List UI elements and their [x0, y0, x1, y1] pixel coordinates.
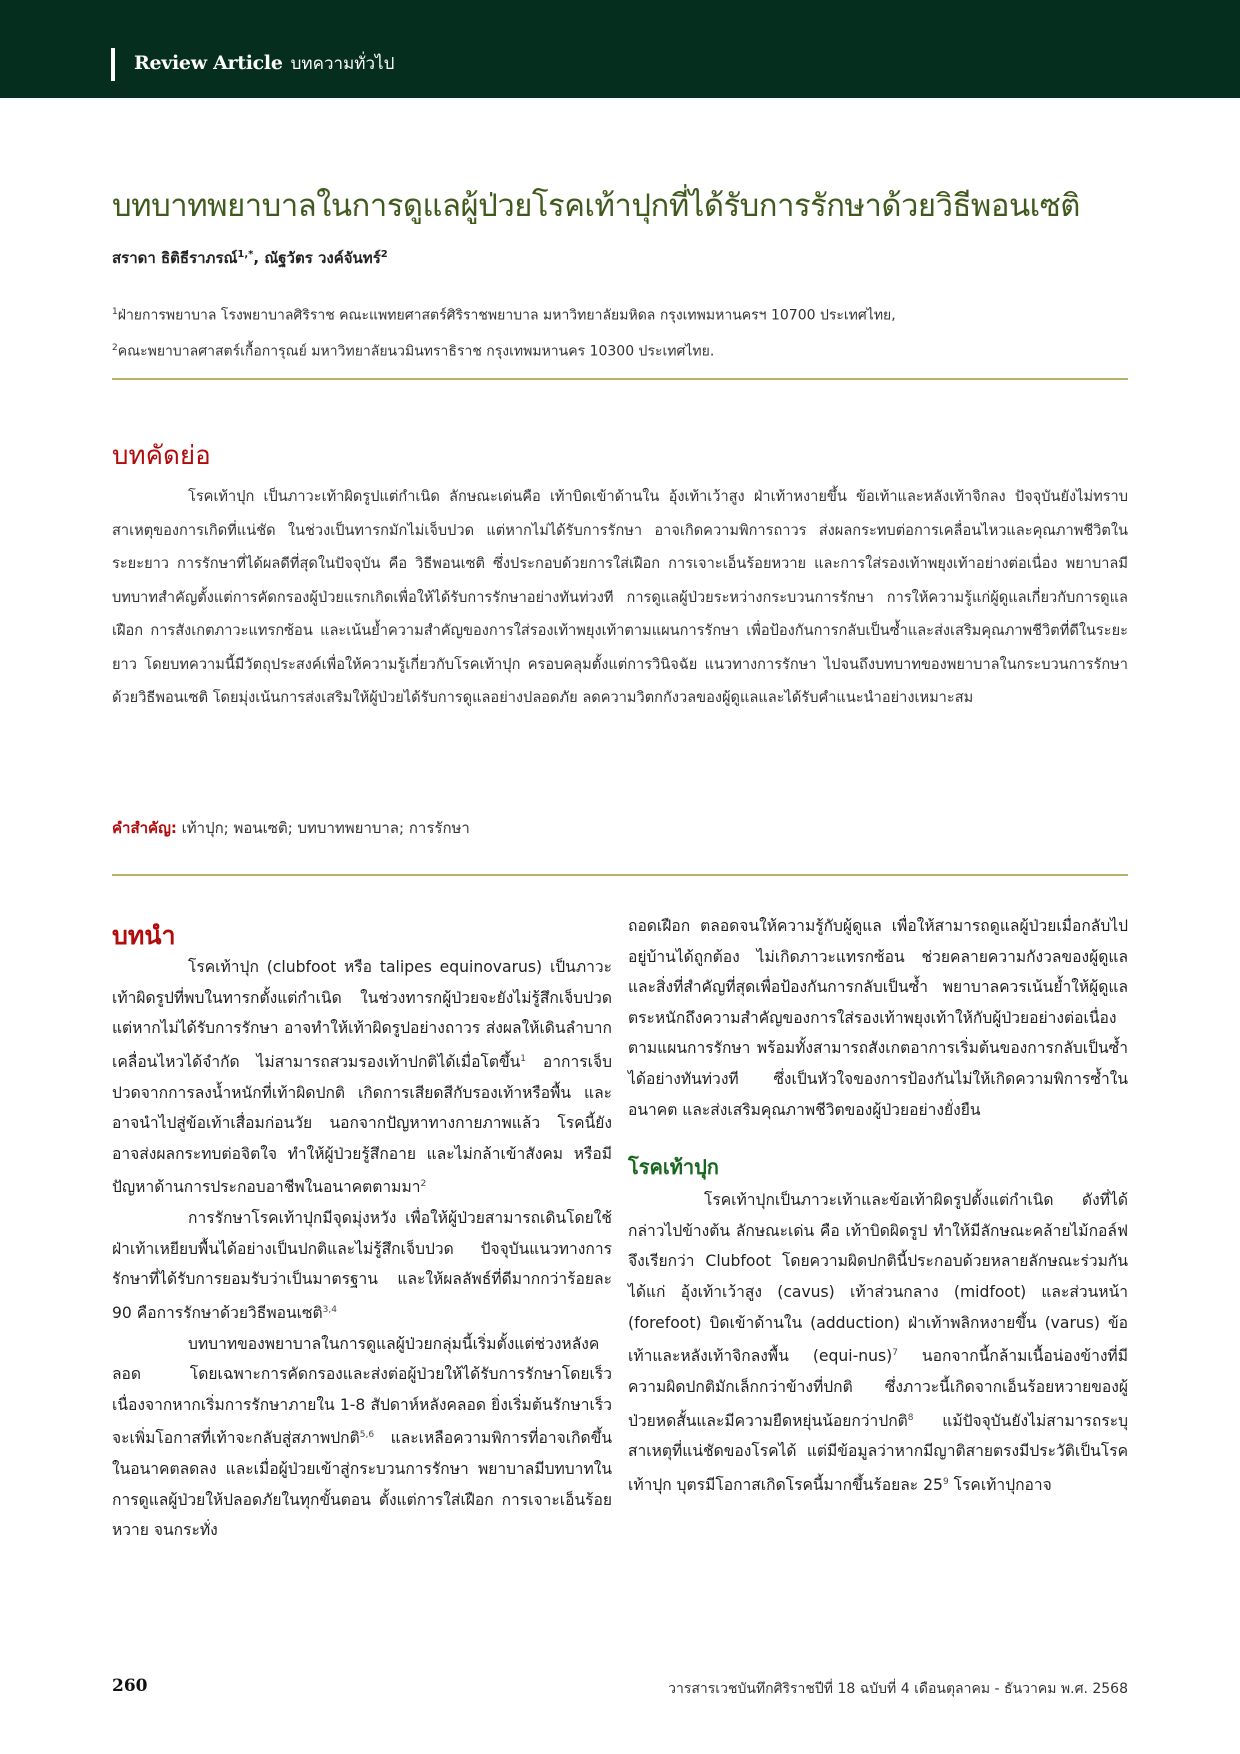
affiliations	[112, 296, 1128, 367]
citation: 3,4	[322, 1304, 337, 1315]
intro-heading: บทนำ	[112, 921, 176, 950]
author-name: ณัฐวัตร วงค์จันทร์	[264, 249, 381, 267]
header-accent-bar	[111, 48, 115, 81]
paragraph	[112, 1203, 612, 1329]
keywords	[112, 816, 470, 840]
paragraph-text: และเหลือความพิการที่อาจเกิดขึ้นในอนาคตลดลง และเมื่อผู้ป่วยเข้าสู่กระบวนการรักษา พยาบาลมีบทบาทในการดูแลผู้ป่วยให้ปลอดภัยในทุกขั้นตอน ตั้งแต่การใส่เฝือก การเจาะเอ็นร้อยหวาย จนกระทั่ง	[112, 1429, 612, 1540]
paragraph	[112, 1329, 612, 1546]
author-name: สราดา ธิติธีราภรณ์	[112, 249, 238, 267]
divider	[112, 378, 1128, 380]
paragraph	[112, 952, 612, 1203]
citation: 9	[942, 1476, 949, 1487]
article-category	[134, 50, 394, 77]
citation: 8	[907, 1412, 914, 1423]
page-number: 260	[112, 1676, 148, 1696]
divider	[112, 874, 1128, 876]
paragraph-text: โรคเท้าปุกอาจ	[948, 1476, 1052, 1495]
affiliation-item	[112, 296, 1128, 332]
article-title: บทบาทพยาบาลในการดูแลผู้ป่วยโรคเท้าปุกที่ได้รับการรักษาด้วยวิธีพอนเซติ	[112, 188, 1080, 224]
paragraph-text: โรคเท้าปุกเป็นภาวะเท้าและข้อเท้าผิดรูปตั้งแต่กำเนิด ดังที่ได้กล่าวไปข้างต้น ลักษณะเด่น คือ เท้าบิดผิดรูป ทำให้มีลักษณะคล้ายไม้กอล์ฟ จึงเรียกว่า Clubfoot โดยความผิดปกตินี้ประกอบด้วยหลายลักษณะร่วมกัน ได้แก่ อุ้งเท้าเว้าสูง (cavus) เท้าส่วนกลาง (midfoot) และส่วนหน้า (forefoot) บิดเข้าด้านใน (adduction) ฝ่าเท้าพลิกหงายขึ้น (varus) ข้อเท้าและหลังเท้าจิกลงพื้น (equi-nus)	[628, 1191, 1128, 1366]
right-column	[628, 911, 1128, 1501]
paragraph: ถอดเฝือก ตลอดจนให้ความรู้กับผู้ดูแล เพื่อให้สามารถดูแลผู้ป่วยเมื่อกลับไปอยู่บ้านได้ถูกต้อง ไม่เกิดภาวะแทรกซ้อน ช่วยคลายความกังวลของผู้ดูแล และสิ่งที่สำคัญที่สุดเพื่อป้องกันการกลับเป็นซ้ำ พยาบาลควรเน้นย้ำให้ผู้ดูแลตระหนักถึงความสำคัญของการใส่รองเท้าพยุงเท้าให้กับผู้ป่วยอย่างต่อเนื่องตามแผนการรักษา พร้อมทั้งสามารถสังเกตอาการเริ่มต้นของการกลับเป็นซ้ำได้อย่างทันท่วงที ซึ่งเป็นหัวใจของการป้องกันไม่ให้เกิดความพิการซ้ำในอนาคต และส่งเสริมคุณภาพชีวิตของผู้ป่วยอย่างยั่งยืน	[628, 917, 1128, 1119]
keywords-label: คำสำคัญ:	[112, 819, 177, 837]
paragraph-text: นอกจากนี้กล้ามเนื้อน่องข้างที่มีความผิดปกติมักเล็กกว่าข้างที่ปกติ ซึ่งภาวะนี้เกิดจากเอ็นร้อยหวายของผู้ป่วยหดสั้นและมีความยืดหยุ่นน้อยกว่าปกติ	[628, 1347, 1128, 1430]
journal-citation: วารสารเวชบันทึกศิริราชปีที่ 18 ฉบับที่ 4 เดือนตุลาคม - ธันวาคม พ.ศ. 2568	[668, 1681, 1128, 1697]
paragraph	[628, 1185, 1128, 1501]
abstract-text: โรคเท้าปุก เป็นภาวะเท้าผิดรูปแต่กำเนิด ลักษณะเด่นคือ เท้าบิดเข้าด้านใน อุ้งเท้าเว้าสูง ฝ่าเท้าหงายขึ้น ข้อเท้าและหลังเท้าจิกลง ปัจจุบันยังไม่ทราบสาเหตุของการเกิดที่แน่ชัด ในช่วงเป็นทารกมักไม่เจ็บปวด แต่หากไม่ได้รับการรักษา อาจเกิดความพิการถาวร ส่งผลกระทบต่อการเคลื่อนไหวและคุณภาพชีวิตในระยะยาว การรักษาที่ได้ผลดีที่สุดในปัจจุบัน คือ วิธีพอนเซติ ซึ่งประกอบด้วยการใส่เฝือก การเจาะเอ็นร้อยหวาย และการใส่รองเท้าพยุงเท้าอย่างต่อเนื่อง พยาบาลมีบทบาทสำคัญตั้งแต่การคัดกรองผู้ป่วยแรกเกิดเพื่อให้ได้รับการรักษาอย่างทันท่วงที การดูแลผู้ป่วยระหว่างกระบวนการรักษา การให้ความรู้แก่ผู้ดูแลเกี่ยวกับการดูแลเฝือก การสังเกตภาวะแทรกซ้อน และเน้นย้ำความสำคัญของการใส่รองเท้าพยุงเท้าตามแผนการรักษา เพื่อป้องกันการกลับเป็นซ้ำและส่งเสริมคุณภาพชีวิตที่ดีในระยะยาว โดยบทความนี้มีวัตถุประสงค์เพื่อให้ความรู้เกี่ยวกับโรคเท้าปุก ครอบคลุมตั้งแต่การวินิจฉัย แนวทางการรักษา ไปจนถึงบทบาทของพยาบาลในกระบวนการรักษาด้วยวิธีพอนเซติ โดยมุ่งเน้นการส่งเสริมให้ผู้ป่วยได้รับการดูแลอย่างปลอดภัย ลดความวิตกกังวลของผู้ดูแลและได้รับคำแนะนำอย่างเหมาะสม	[112, 488, 1128, 706]
paragraph-text: แม้ปัจจุบันยังไม่สามารถระบุสาเหตุที่แน่ชัดของโรคได้ แต่มีข้อมูลว่าหากมีญาติสายตรงมีประวัติเป็นโรคเท้าปุก บุตรมีโอกาสเกิดโรคนี้มากขึ้นร้อยละ 25	[628, 1411, 1128, 1495]
affiliation-text: ฝ่ายการพยาบาล โรงพยาบาลศิริราช คณะแพทยศาสตร์ศิริราชพยาบาล มหาวิทยาลัยมหิดล กรุงเทพมหานครฯ 10700 ประเทศไทย,	[117, 307, 896, 324]
citation: 5,6	[359, 1430, 375, 1441]
affiliation-mark: 2	[112, 342, 118, 353]
affiliation-item	[112, 332, 1128, 368]
article-category-en: Review Article	[134, 52, 283, 74]
paragraph-text: บทบาทของพยาบาลในการดูแลผู้ป่วยกลุ่มนี้เริ่มตั้งแต่ช่วงหลังคลอด โดยเฉพาะการคัดกรองและส่งต่อผู้ป่วยให้ได้รับการรักษาโดยเร็ว เนื่องจากหากเริ่มการรักษาภายใน 1-8 สัปดาห์หลังคลอด ยิ่งเริ่มต้นรักษาเร็วจะเพิ่มโอกาสที่เท้าจะกลับสู่สภาพปกติ	[112, 1334, 612, 1448]
citation: 2	[420, 1179, 427, 1190]
citation: 1	[520, 1053, 527, 1064]
article-category-th: บทความทั่วไป	[290, 54, 395, 74]
affiliation-text: คณะพยาบาลศาสตร์เกื้อการุณย์ มหาวิทยาลัยนวมินทราธิราช กรุงเทพมหานคร 10300 ประเทศไทย.	[117, 343, 715, 360]
left-column	[112, 920, 612, 1546]
keywords-list: เท้าปุก; พอนเซติ; บทบาทพยาบาล; การรักษา	[181, 819, 470, 837]
paragraph-text: โรคเท้าปุก (clubfoot หรือ talipes equinovarus) เป็นภาวะเท้าผิดรูปที่พบในทารกตั้งแต่กำเนิด ในช่วงทารกผู้ป่วยจะยังไม่รู้สึกเจ็บปวด แต่หากไม่ได้รับการรักษา อาจทำให้เท้าผิดรูปอย่างถาวร ส่งผลให้เดินลำบาก เคลื่อนไหวได้จำกัด ไม่สามารถสวมรองเท้าปกติได้เมื่อโตขึ้น	[112, 958, 612, 1071]
clubfoot-heading: โรคเท้าปุก	[628, 1155, 719, 1180]
affiliation-mark: 1	[112, 307, 118, 317]
abstract-heading: บทคัดย่อ	[112, 441, 211, 471]
paragraph-text: อาการเจ็บปวดจากการลงน้ำหนักที่เท้าผิดปกติ เกิดการเสียดสีกับรองเท้าหรือพื้น และอาจนำไปสู่ข้อเท้าเสื่อมก่อนวัย นอกจากปัญหาทางกายภาพแล้ว โรคนี้ยังอาจส่งผลกระทบต่อจิตใจ ทำให้ผู้ป่วยรู้สึกอาย และไม่กล้าเข้าสังคม หรือมีปัญหาด้านการประกอบอาชีพในอนาคตตามมา	[112, 1052, 612, 1197]
citation: 7	[892, 1348, 898, 1359]
author-affiliation-mark: 2	[380, 249, 388, 260]
author-affiliation-mark: 1,*	[237, 249, 254, 260]
journal-header-bar	[0, 0, 1240, 98]
author-list: สราดา ธิติธีราภรณ์$^{1,*}$, ณัฐวัตร วงค์จันทร์$^2$	[112, 249, 388, 267]
paragraph-text: การรักษาโรคเท้าปุกมีจุดมุ่งหวัง เพื่อให้ผู้ป่วยสามารถเดินโดยใช้ฝ่าเท้าเหยียบพื้นได้อย่างเป็นปกติและไม่รู้สึกเจ็บปวด ปัจจุบันแนวทางการรักษาที่ได้รับการยอมรับว่าเป็นมาตรฐาน และให้ผลลัพธ์ที่ดีมากกว่าร้อยละ 90 คือการรักษาด้วยวิธีพอนเซติ	[112, 1209, 612, 1323]
